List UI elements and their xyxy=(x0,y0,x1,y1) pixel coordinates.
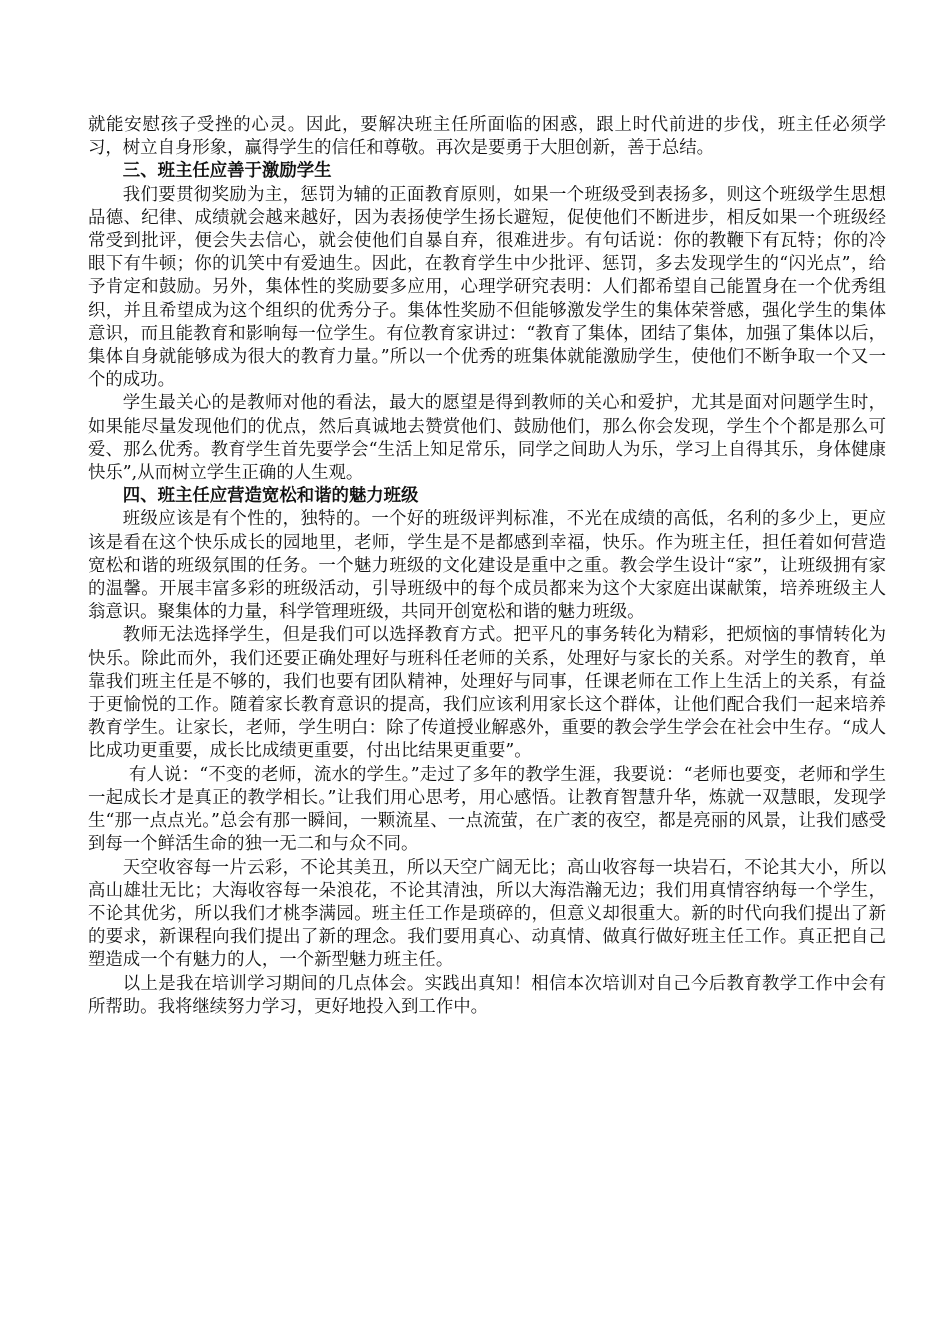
paragraph-4-4: 天空收容每一片云彩，不论其美丑，所以天空广阔无比；高山收容每一块岩石，不论其大小，所以高山雄壮无比；大海收容每一朵浪花，不论其清浊，所以大海浩瀚无边；我们用真情容纳每一个学生，不论其优劣，所以我们才桃李满园。班主任工作是琐碎的，但意义却很重大。新的时代向我们提出了新的要求，新课程向我们提出了新的理念。我们要用真心、动真情、做真行做好班主任工作。真正把自己塑造成一个有魅力的人，一个新型魅力班主任。 xyxy=(88,857,886,971)
paragraph-4-2: 教师无法选择学生，但是我们可以选择教育方式。把平凡的事务转化为精彩，把烦恼的事情转化为快乐。除此而外，我们还要正确处理好与班科任老师的关系，处理好与家长的关系。对学生的教育，单靠我们班主任是不够的，我们也要有团队精神，处理好与同事，任课老师在工作上生活上的关系，有益于更愉悦的工作。随着家长教育意识的提高，我们应该利用家长这个群体，让他们配合我们一起来培养教育学生。让家长，老师，学生明白：除了传道授业解惑外，重要的教会学生学会在社会中生存。“成人比成功更重要，成长比成绩更重要，付出比结果更重要”。 xyxy=(88,625,886,762)
paragraph-intro: 就能安慰孩子受挫的心灵。因此，要解决班主任所面临的困惑，跟上时代前进的步伐，班主任必须学习，树立自身形象，赢得学生的信任和尊敬。再次是要勇于大胆创新，善于总结。 xyxy=(88,115,886,159)
paragraph-4-3: 有人说：“不变的老师，流水的学生。”走过了多年的教学生涯，我要说：“老师也要变，老师和学生一起成长才是真正的教学相长。”让我们用心思考，用心感悟。让教育智慧升华，炼就一双慧眼，发现学生“那一点点光。”总会有那一瞬间，一颗流星、一点流萤，在广袤的夜空，都是亮丽的风景，让我们感受到每一个鲜活生命的独一无二和与众不同。 xyxy=(88,764,886,855)
paragraph-3-2: 学生最关心的是教师对他的看法，最大的愿望是得到教师的关心和爱护，尤其是面对问题学生时，如果能尽量发现他们的优点，然后真诚地去赞赏他们、鼓励他们，那么你会发现，学生个个都是那么可爱、那么优秀。教育学生首先要学会“生活上知足常乐，同学之间助人为乐，学习上自得其乐，身体健康快乐”,从而树立学生正确的人生观。 xyxy=(88,393,886,484)
paragraph-conclusion: 以上是我在培训学习期间的几点体会。实践出真知！相信本次培训对自己今后教育教学工作中会有所帮助。我将继续努力学习，更好地投入到工作中。 xyxy=(88,973,886,1017)
section-heading-3: 三、班主任应善于激励学生 xyxy=(122,161,332,182)
section-heading-4: 四、班主任应营造宽松和谐的魅力班级 xyxy=(122,486,419,507)
paragraph-3-1: 我们要贯彻奖励为主，惩罚为辅的正面教育原则，如果一个班级受到表扬多，则这个班级学生思想品德、纪律、成绩就会越来越好，因为表扬使学生扬长避短，促使他们不断进步，相反如果一个班级经常受到批评，便会失去信心，就会使他们自暴自弃，很难进步。有句话说：你的教鞭下有瓦特；你的冷眼下有牛顿；你的讥笑中有爱迪生。因此，在教育学生中少批评、惩罚，多去发现学生的“闪光点”，给予肯定和鼓励。另外，集体性的奖励要多应用，心理学研究表明：人们都希望自己能置身在一个优秀组织，并且希望成为这个组织的优秀分子。集体性奖励不但能够激发学生的集体荣誉感，强化学生的集体意识，而且能教育和影响每一位学生。有位教育家讲过：“教育了集体，团结了集体，加强了集体以后，集体自身就能够成为很大的教育力量。”所以一个优秀的班集体就能激励学生，使他们不断争取一个又一个的成功。 xyxy=(88,184,886,391)
paragraph-4-1: 班级应该是有个性的，独特的。一个好的班级评判标准，不光在成绩的高低，名利的多少上，更应该是看在这个快乐成长的园地里，老师，学生是不是都感到幸福，快乐。作为班主任，担任着如何营造宽松和谐的班级氛围的任务。一个魅力班级的文化建设是重中之重。教会学生设计“家”，让班级拥有家的温馨。开展丰富多彩的班级活动，引导班级中的每个成员都来为这个大家庭出谋献策，培养班级主人翁意识。聚集体的力量，科学管理班级，共同开创宽松和谐的魅力班级。 xyxy=(88,509,886,623)
document-page xyxy=(88,114,886,1019)
